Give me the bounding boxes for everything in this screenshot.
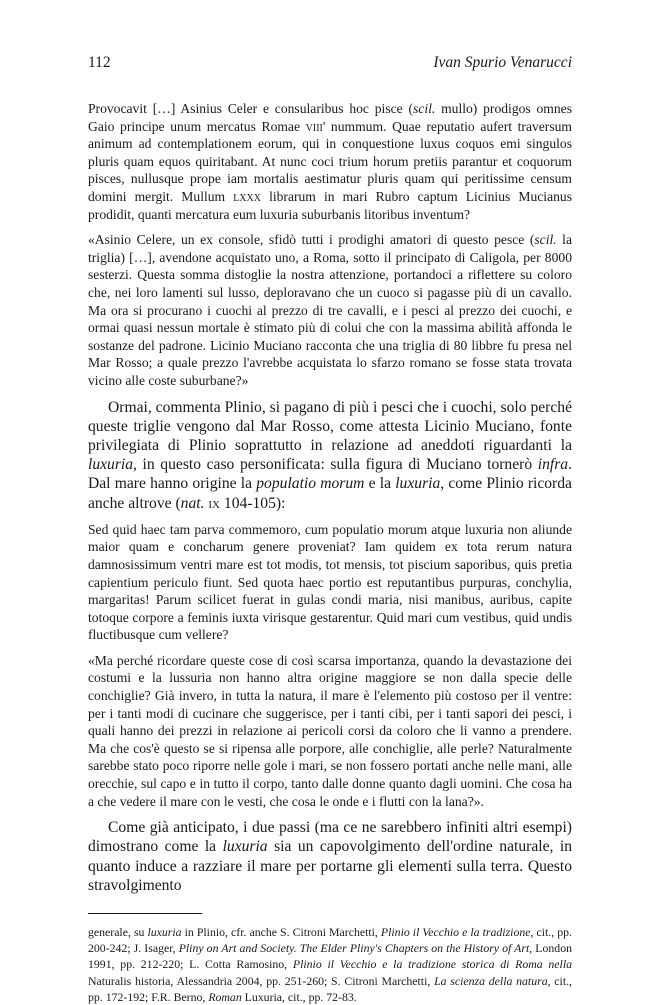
page — [88, 54, 572, 1005]
latin-quote-2: Sed quid haec tam parva commemoro, cum populatio morum atque luxuria non aliunde maior quam e concharum genere proveniat? Iam quidem ex tota rerum natura damnosissimum ventri mare est tot modis, tot mensis, tot piscium saporibus, quis pretia capientium periculo fiunt. Sed quota haec portio est reputantibus purpuras, conchylia, margaritas! Parum scilicet fuerat in gulas condi maria, nisi manibus, auribus, capite totoque corpore a feminis iuxta virisque gestarentur. Quid mari cum vestibus, quid undis fluctibusque cum vellere? — [88, 521, 572, 643]
italian-translation-2: «Ma perché ricordare queste cose di così scarsa importanza, quando la devastazione dei costumi e la lussuria non hanno altra origine maggiore se non dalla specie delle conchiglie? Già invero, in tutta la natura, il mare è l'elemento più costoso per il ventre: per i tanti modi di cucinare che suggerisce, per i tanti cibi, per i tanti sapori dei pesci, i quali hanno dei prezzi in relazione ai pericoli corsi da coloro che li vanno a prendere. Ma che cos'è questo se si ripensa alle porpore, alle conchiglie, alle perle? Naturalmente sarebbe stato poco riporre nelle gole i mari, se non fossero portati anche nelle mani, alle orecchie, sul capo e in tutto il corpo, tanto dalle donne quanto dagli uomini. Che cosa ha a che vedere il mare con le vesti, che cosa le onde e i flutti con la lana?». — [88, 652, 572, 809]
body-paragraph-1: Ormai, commenta Plinio, si pagano di più i pesci che i cuochi, solo perché queste triglie vengono dal Mar Rosso, come attesta Licinio Muciano, fonte privilegiata di Plinio soprattutto in relazione ad aneddoti riguardanti la luxuria, in questo caso personificata: sulla figura di Muciano tornerò infra. Dal mare hanno origine la populatio morum e la luxuria, come Plinio ricorda anche altrove (nat. ix 104-105): — [88, 398, 572, 512]
page-number: 112 — [88, 54, 111, 71]
latin-quote-1: Provocavit […] Asinius Celer e consularibus hoc pisce (scil. mullo) prodigos omnes Gaio principe unum mercatus Romae viii' nummum. Quae reputatio aufert traversum animum ad contemplationem eorum, qui in conquestione luxus coquos emi singulos pluris quam equos quiritabant. At nunc coci trium horum pretiis parantur et coquorum pisces, nullusque prope iam mortalis aestimatur pluris quam qui peritissime censum domini mergit. Mullum lxxx librarum in mari Rubro captum Licinius Mucianus prodidit, quanti mercatura eum luxuria suburbanis litoribus inventum? — [88, 101, 572, 222]
italian-translation-1: «Asinio Celere, un ex console, sfidò tutti i prodighi amatori di questo pesce (scil. la triglia) […], avendone acquistato uno, a Roma, sotto il principato di Caligola, per 8000 sesterzi. Questa somma distoglie la nostra attenzione, portandoci a riflettere su coloro che, nei loro lamenti sul lusso, deploravano che un cuoco si pagasse più di un cavallo. Ma ora si procurano i cuochi al prezzo di tre cavalli, e i pesci al prezzo dei cuochi, e ormai quasi nessun mortale è stimato più di colui che con la massima abilità affonda le sostanze del padrone. Licinio Muciano racconta che una triglia di 80 libbre fu presa nel Mar Rosso; a quale prezzo l'avrebbe acquistata lo sfarzo romano se fosse stata trovata vicino alle coste suburbane?» — [88, 232, 572, 388]
footnote: generale, su luxuria in Plinio, cfr. anche S. Citroni Marchetti, Plinio il Vecchio e la tradizione, cit., pp. 200-242; J. Isager, Pliny on Art and Society. The Elder Pliny's Chapters on the History of Art, London 1991, pp. 212-220; L. Cotta Ramosino, Plinio il Vecchio e la tradizione storica di Roma nella Naturalis historia, Alessandria 2004, pp. 251-260; S. Citroni Marchetti, La scienza della natura, cit., pp. 172-192; F.R. Berno, Roman Luxuria, cit., pp. 72-83. — [88, 925, 573, 1004]
running-head-author: Ivan Spurio Venarucci — [433, 54, 572, 71]
footnote-separator — [88, 913, 202, 914]
running-head — [88, 54, 572, 80]
body-paragraph-2: Come già anticipato, i due passi (ma ce ne sarebbero infiniti altri esempi) dimostrano come la luxuria sia un capovolgimento dell'ordine naturale, in quanto induce a razziare il mare per portarne gli elementi sulla terra. Questo stravolgimento — [88, 819, 572, 894]
